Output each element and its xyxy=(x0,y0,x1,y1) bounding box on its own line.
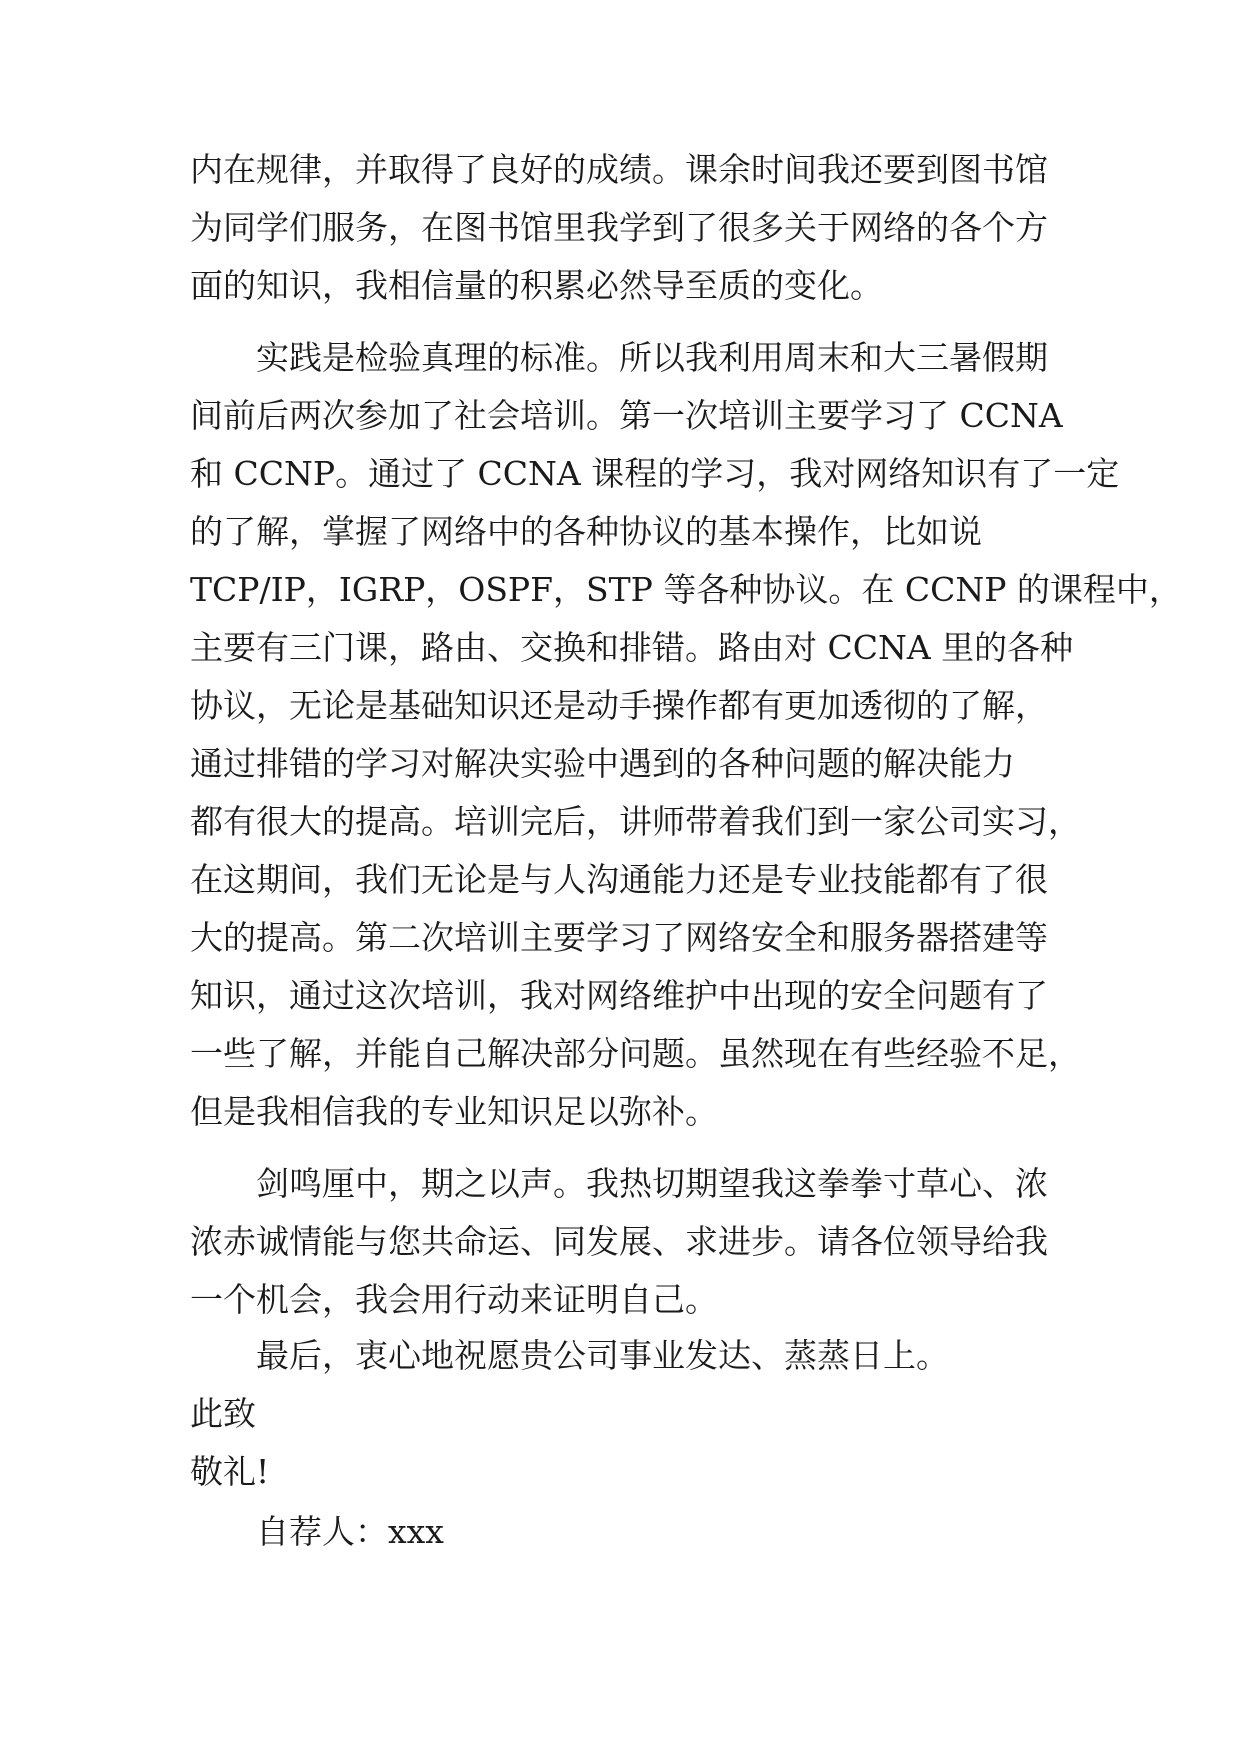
paragraph-line: 通过排错的学习对解决实验中遇到的各种问题的解决能力 xyxy=(190,744,1015,783)
paragraph-line: 都有很大的提高。培训完后，讲师带着我们到一家公司实习， xyxy=(190,802,1081,841)
paragraph-line: 但是我相信我的专业知识足以弥补。 xyxy=(190,1092,718,1131)
paragraph-line: 面的知识，我相信量的积累必然导至质的变化。 xyxy=(190,266,883,305)
paragraph-line: 实践是检验真理的标准。所以我利用周末和大三暑假期 xyxy=(256,338,1048,377)
paragraph-line: 一个机会，我会用行动来证明自己。 xyxy=(190,1280,718,1319)
paragraph-line: 剑鸣厘中，期之以声。我热切期望我这拳拳寸草心、浓 xyxy=(256,1164,1048,1203)
paragraph-line: 大的提高。第二次培训主要学习了网络安全和服务器搭建等 xyxy=(190,918,1048,957)
signature-line: 自荐人：xxx xyxy=(256,1512,444,1551)
salutation-cizhi: 此致 xyxy=(190,1394,256,1433)
paragraph-line: 在这期间，我们无论是与人沟通能力还是专业技能都有了很 xyxy=(190,860,1048,899)
paragraph-line: 的了解，掌握了网络中的各种协议的基本操作，比如说 xyxy=(190,512,982,551)
paragraph-line: 内在规律，并取得了良好的成绩。课余时间我还要到图书馆 xyxy=(190,150,1048,189)
closing-wish: 最后，衷心地祝愿贵公司事业发达、蒸蒸日上。 xyxy=(256,1336,949,1375)
paragraph-line: 知识，通过这次培训，我对网络维护中出现的安全问题有了 xyxy=(190,976,1048,1015)
paragraph-line: TCP/IP，IGRP，OSPF，STP 等各种协议。在 CCNP 的课程中， xyxy=(190,570,1182,609)
paragraph-line: 为同学们服务，在图书馆里我学到了很多关于网络的各个方 xyxy=(190,208,1048,247)
paragraph-line: 间前后两次参加了社会培训。第一次培训主要学习了 CCNA xyxy=(190,396,1063,435)
salutation-jingli: 敬礼! xyxy=(190,1452,270,1491)
paragraph-line: 主要有三门课，路由、交换和排错。路由对 CCNA 里的各种 xyxy=(190,628,1074,667)
paragraph-line: 一些了解，并能自己解决部分问题。虽然现在有些经验不足， xyxy=(190,1034,1081,1073)
paragraph-line: 协议，无论是基础知识还是动手操作都有更加透彻的了解， xyxy=(190,686,1048,725)
paragraph-line: 和 CCNP。通过了 CCNA 课程的学习，我对网络知识有了一定 xyxy=(190,454,1120,493)
paragraph-line: 浓赤诚情能与您共命运、同发展、求进步。请各位领导给我 xyxy=(190,1222,1048,1261)
